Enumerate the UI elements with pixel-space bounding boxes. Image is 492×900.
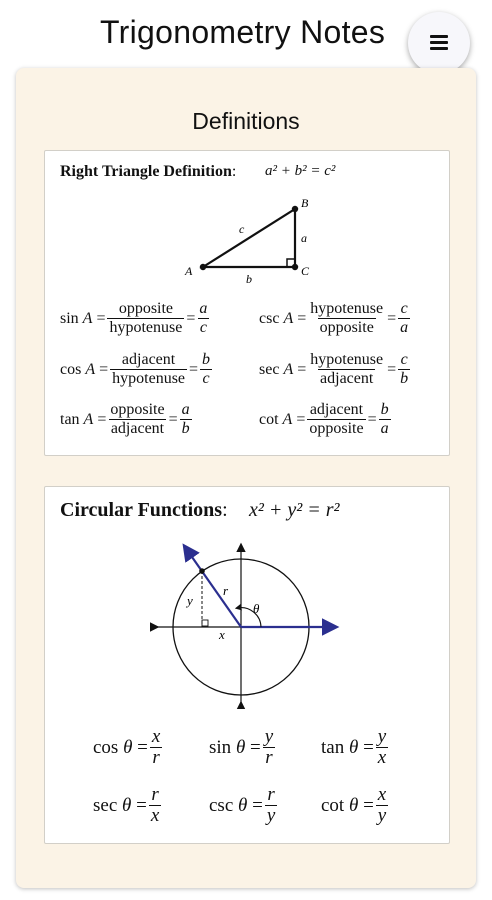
- equals-sign: =: [363, 794, 374, 816]
- fn-var: A: [283, 360, 294, 378]
- equals-sign: =: [387, 309, 397, 327]
- unit-circle-diagram: [149, 539, 349, 709]
- ratio-numerator: y: [264, 726, 274, 747]
- circle-y-label: y: [187, 593, 193, 608]
- fn-name: sec: [259, 360, 280, 378]
- ratio-numerator: opposite: [110, 401, 165, 418]
- fn-var: θ: [238, 794, 248, 816]
- equals-sign: =: [297, 309, 307, 327]
- tan-theta-formula: [321, 727, 390, 769]
- tan-a-formula: [60, 402, 194, 437]
- ratio-denominator: x: [150, 804, 160, 826]
- circle-x-label: x: [219, 627, 225, 642]
- ratio-numerator: x: [151, 726, 161, 747]
- equals-sign: =: [387, 360, 397, 378]
- equals-sign: =: [189, 360, 199, 378]
- ratio-denominator: y: [266, 804, 276, 826]
- side-numerator: b: [380, 401, 389, 418]
- vertex-a-label: A: [185, 264, 193, 278]
- side-numerator: c: [400, 300, 408, 317]
- sin-a-formula: [60, 301, 211, 336]
- cot-theta-formula: [321, 785, 390, 827]
- side-numerator: a: [181, 401, 190, 418]
- circular-functions-heading: Circular Functions: [60, 499, 223, 521]
- fn-var: A: [83, 410, 94, 428]
- side-a-label: a: [301, 231, 307, 245]
- fn-name: cot: [321, 794, 345, 816]
- ratio-numerator: hypotenuse: [310, 351, 384, 368]
- fn-var: A: [85, 360, 96, 378]
- side-denominator: c: [199, 318, 207, 336]
- circular-functions-heading-colon: :: [222, 499, 228, 521]
- side-denominator: b: [181, 419, 190, 437]
- right-triangle-diagram: [175, 191, 325, 291]
- ratio-numerator: r: [151, 784, 159, 805]
- ratio-denominator: r: [265, 746, 273, 768]
- fn-var: θ: [122, 794, 132, 816]
- fn-name: sec: [93, 794, 118, 816]
- fn-name: tan: [321, 736, 345, 758]
- circle-r-label: r: [223, 583, 229, 598]
- equals-sign: =: [363, 736, 374, 758]
- fn-name: csc: [209, 794, 234, 816]
- equals-sign: =: [136, 794, 147, 816]
- equals-sign: =: [297, 360, 307, 378]
- side-denominator: c: [202, 369, 210, 387]
- side-c-label: c: [239, 222, 245, 236]
- sec-theta-formula: [93, 785, 163, 827]
- equals-sign: =: [137, 736, 148, 758]
- circular-functions-card: [44, 486, 450, 844]
- fn-name: cot: [259, 410, 279, 428]
- fn-var: A: [82, 309, 93, 327]
- fn-name: sin: [60, 309, 79, 327]
- equals-sign: =: [186, 309, 196, 327]
- side-numerator: c: [400, 351, 408, 368]
- ratio-numerator: adjacent: [309, 401, 364, 418]
- equals-sign: =: [97, 410, 107, 428]
- ratio-numerator: x: [377, 784, 387, 805]
- side-denominator: a: [400, 318, 409, 336]
- right-triangle-card: [44, 150, 450, 456]
- cos-a-formula: [60, 352, 214, 387]
- ratio-numerator: hypotenuse: [310, 300, 384, 317]
- ratio-denominator: x: [377, 746, 387, 768]
- sin-theta-formula: [209, 727, 277, 769]
- side-b-label: b: [246, 272, 252, 286]
- fn-var: A: [282, 410, 293, 428]
- fn-var: θ: [348, 794, 359, 816]
- csc-a-formula: [259, 301, 412, 336]
- side-denominator: b: [400, 369, 409, 387]
- equals-sign: =: [250, 736, 261, 758]
- ratio-numerator: opposite: [118, 300, 174, 317]
- app-title: Trigonometry Notes: [100, 14, 386, 50]
- ratio-denominator: adjacent: [320, 369, 374, 387]
- menu-button[interactable]: [408, 12, 470, 74]
- ratio-denominator: hypotenuse: [112, 369, 186, 387]
- cot-a-formula: [259, 402, 393, 437]
- csc-theta-formula: [209, 785, 279, 827]
- ratio-denominator: r: [152, 746, 160, 768]
- side-denominator: a: [380, 419, 389, 437]
- vertex-c-label: C: [301, 264, 310, 278]
- fn-name: csc: [259, 309, 280, 327]
- fn-var: θ: [348, 736, 359, 758]
- right-triangle-heading-colon: :: [231, 163, 237, 180]
- ratio-numerator: adjacent: [121, 351, 176, 368]
- side-numerator: b: [202, 351, 211, 368]
- equals-sign: =: [296, 410, 306, 428]
- fn-name: cos: [60, 360, 82, 378]
- equals-sign: =: [168, 410, 178, 428]
- hamburger-menu-icon: [430, 35, 448, 51]
- fn-name: tan: [60, 410, 80, 428]
- fn-var: θ: [235, 736, 246, 758]
- equals-sign: =: [252, 794, 263, 816]
- side-numerator: a: [199, 300, 208, 317]
- circle-equation: x² + y² = r²: [249, 499, 340, 521]
- theta-label: θ: [253, 601, 260, 616]
- equals-sign: =: [99, 360, 109, 378]
- fn-name: sin: [209, 736, 232, 758]
- fn-var: A: [283, 309, 294, 327]
- ratio-numerator: r: [267, 784, 275, 805]
- pythagorean-equation: a² + b² = c²: [265, 163, 336, 179]
- fn-var: θ: [123, 736, 133, 758]
- equals-sign: =: [96, 309, 106, 327]
- section-title: Definitions: [192, 108, 300, 134]
- ratio-denominator: opposite: [319, 318, 374, 336]
- sec-a-formula: [259, 352, 412, 387]
- ratio-denominator: adjacent: [110, 419, 165, 437]
- ratio-denominator: hypotenuse: [109, 318, 183, 336]
- ratio-numerator: y: [377, 726, 387, 747]
- ratio-denominator: opposite: [309, 419, 364, 437]
- ratio-denominator: y: [377, 804, 387, 826]
- fn-name: cos: [93, 736, 119, 758]
- right-triangle-heading: Right Triangle Definition: [60, 163, 232, 180]
- cos-theta-formula: [93, 727, 164, 769]
- vertex-b-label: B: [301, 196, 309, 210]
- equals-sign: =: [367, 410, 377, 428]
